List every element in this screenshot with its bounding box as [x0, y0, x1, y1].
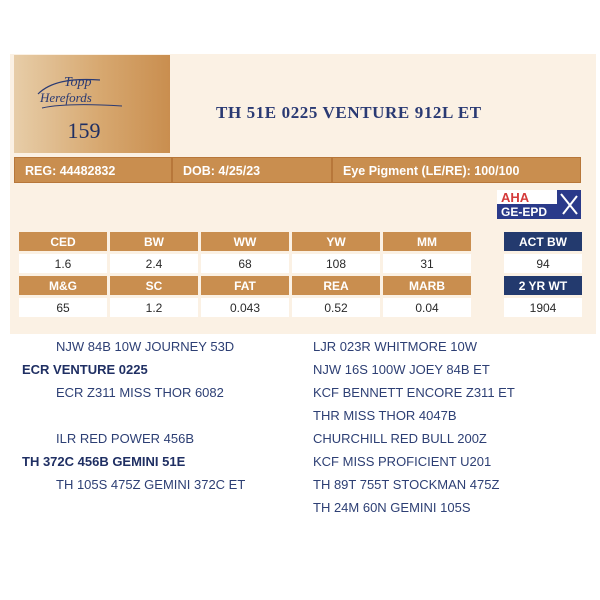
badge-bottom-text: GE-EPD	[501, 205, 548, 219]
actuals-table	[504, 229, 582, 320]
pedigree-great-grand: KCF BENNETT ENCORE Z311 ET	[313, 385, 515, 400]
epd-value: 0.04	[383, 298, 471, 317]
badge-top-text: AHA	[501, 190, 530, 205]
svg-text:Herefords: Herefords	[40, 90, 92, 105]
lot-number: 159	[67, 118, 101, 143]
pedigree-sire: ECR VENTURE 0225	[22, 362, 148, 377]
epd-value: 0.043	[201, 298, 289, 317]
epd-header: BW	[110, 232, 198, 251]
epd-value: 68	[201, 254, 289, 273]
eye-pigment: Eye Pigment (LE/RE): 100/100	[332, 157, 581, 183]
topp-herefords-logo	[30, 64, 130, 116]
epd-table	[16, 229, 474, 320]
epd-header: CED	[19, 232, 107, 251]
epd-header: MM	[383, 232, 471, 251]
pedigree-sire-dam: ECR Z311 MISS THOR 6082	[56, 385, 224, 400]
pedigree-great-grand: NJW 16S 100W JOEY 84B ET	[313, 362, 490, 377]
pedigree-great-grand: TH 89T 755T STOCKMAN 475Z	[313, 477, 500, 492]
pedigree-dam-dam: TH 105S 475Z GEMINI 372C ET	[56, 477, 246, 492]
pedigree-great-grand: TH 24M 60N GEMINI 105S	[313, 500, 471, 515]
epd-header: REA	[292, 276, 380, 295]
epd-value: 0.52	[292, 298, 380, 317]
act-bw-label: ACT BW	[504, 232, 582, 251]
pedigree-dam: TH 372C 456B GEMINI 51E	[22, 454, 186, 469]
epd-value: 2.4	[110, 254, 198, 273]
pedigree-dam-sire: ILR RED POWER 456B	[56, 431, 194, 446]
epd-value: 65	[19, 298, 107, 317]
epd-value: 108	[292, 254, 380, 273]
registration-number: REG: 44482832	[14, 157, 172, 183]
animal-name: TH 51E 0225 VENTURE 912L ET	[216, 103, 482, 122]
epd-header: YW	[292, 232, 380, 251]
act-bw-value: 94	[504, 254, 582, 273]
epd-header: WW	[201, 232, 289, 251]
two-yr-wt-label: 2 YR WT	[504, 276, 582, 295]
epd-value: 31	[383, 254, 471, 273]
aha-ge-epd-badge	[497, 190, 581, 219]
two-yr-wt-value: 1904	[504, 298, 582, 317]
epd-header: FAT	[201, 276, 289, 295]
epd-header: SC	[110, 276, 198, 295]
svg-text:Topp: Topp	[64, 75, 92, 90]
pedigree-great-grand: THR MISS THOR 4047B	[313, 408, 457, 423]
date-of-birth: DOB: 4/25/23	[172, 157, 332, 183]
pedigree-great-grand: LJR 023R WHITMORE 10W	[313, 339, 477, 354]
pedigree-great-grand: KCF MISS PROFICIENT U201	[313, 454, 492, 469]
epd-value: 1.2	[110, 298, 198, 317]
epd-header: M&G	[19, 276, 107, 295]
pedigree-sire-sire: NJW 84B 10W JOURNEY 53D	[56, 339, 235, 354]
epd-value: 1.6	[19, 254, 107, 273]
epd-header: MARB	[383, 276, 471, 295]
pedigree-great-grand: CHURCHILL RED BULL 200Z	[313, 431, 487, 446]
